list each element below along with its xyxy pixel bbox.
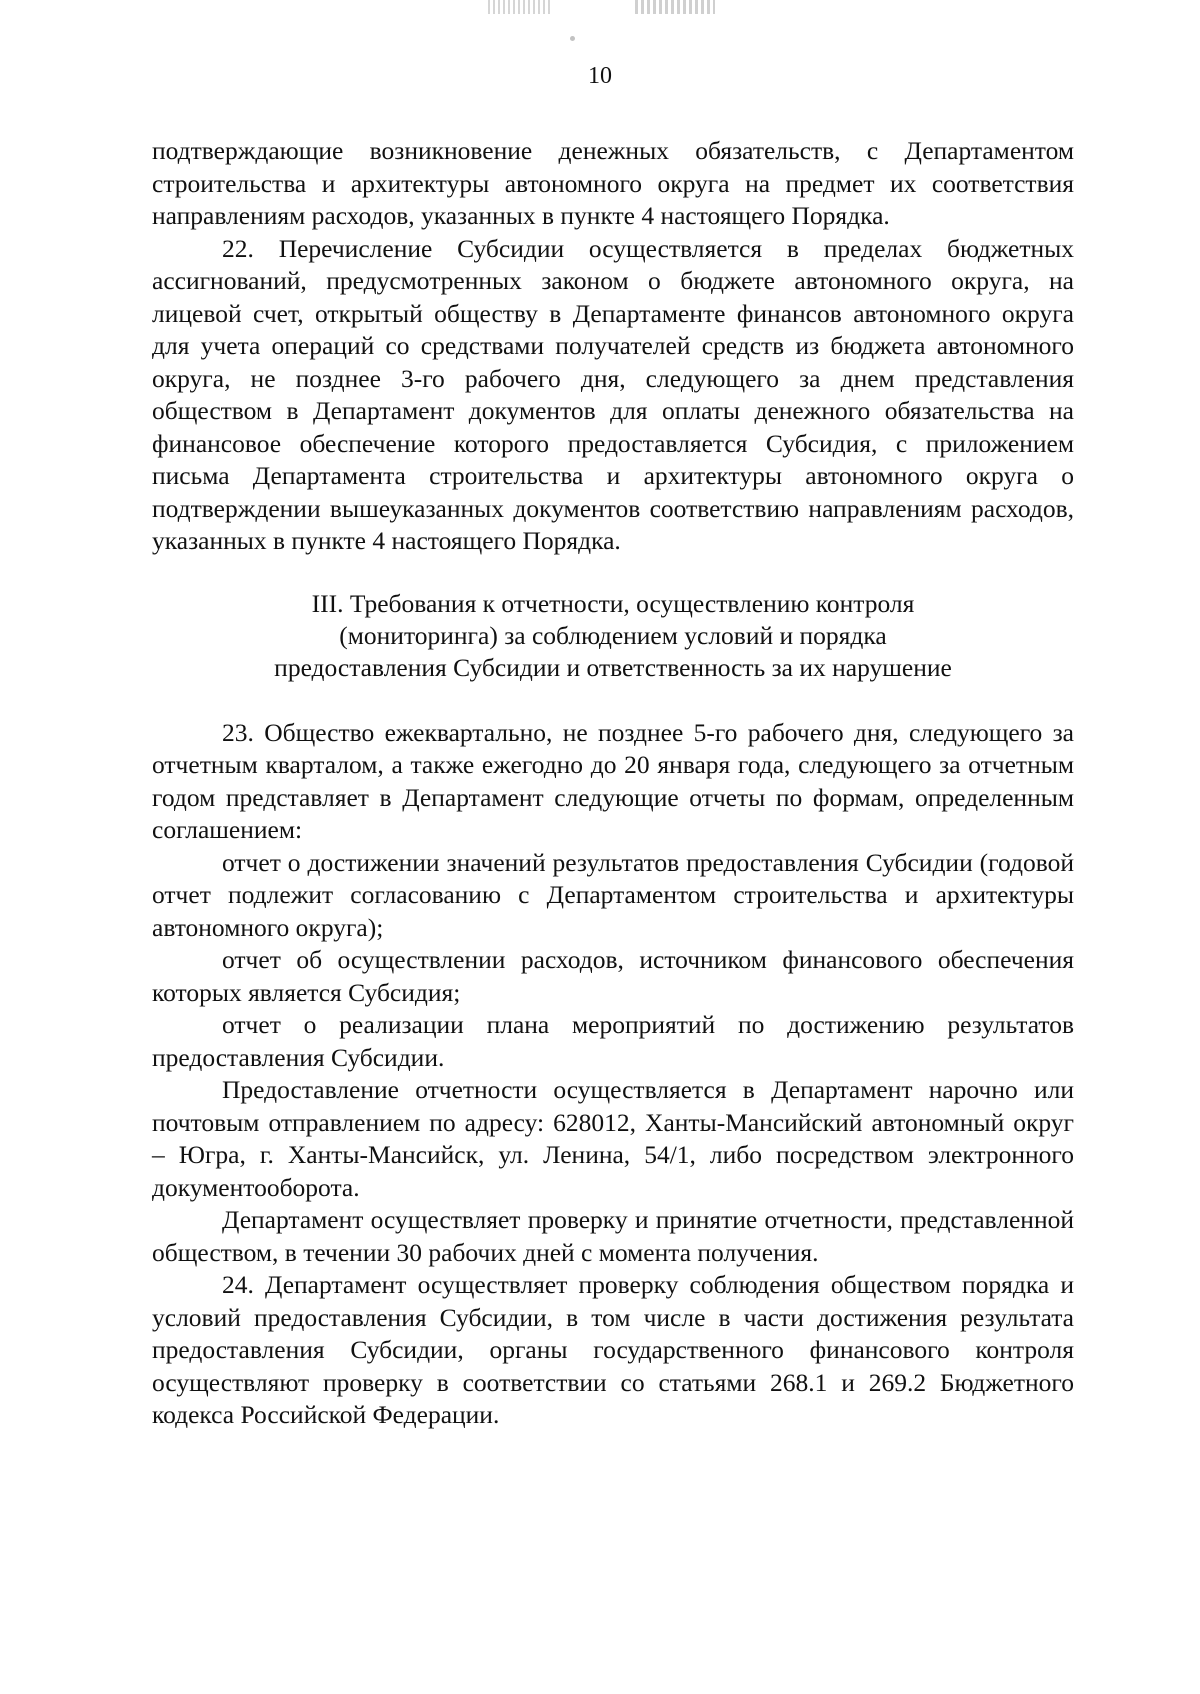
document-body (152, 135, 1074, 1432)
section-heading-line: (мониторинга) за соблюдением условий и порядка (339, 620, 887, 650)
paragraph-24: 24. Департамент осуществляет проверку соблюдения обществом порядка и условий предоставления Субсидии, в том числе в части достижения результата предоставления Субсидии, органы государственного финансового контроля осуществляют проверку в соответствии со статьями 268.1 и 269.2 Бюджетного кодекса Российской Федерации. (152, 1270, 1074, 1429)
section-heading (152, 588, 1074, 684)
section-heading-line: предоставления Субсидии и ответственность за их нарушение (274, 652, 952, 682)
scan-artifact (488, 0, 550, 14)
paragraph-submission: Предоставление отчетности осуществляется в Департамент нарочно или почтовым отправлением по адресу: 628012, Ханты-Мансийский автономный округ – Югра, г. Ханты-Мансийск, ул. Ленина, 54/1, либо посредством электронного документооборота. (152, 1075, 1074, 1202)
paragraph-report-2: отчет об осуществлении расходов, источником финансового обеспечения которых является Субсидия; (152, 945, 1074, 1007)
scan-artifact (570, 36, 575, 41)
paragraph-report-1: отчет о достижении значений результатов предоставления Субсидии (годовой отчет подлежит согласованию с Департаментом строительства и архитектуры автономного округа); (152, 847, 1074, 942)
paragraph-22: 22. Перечисление Субсидии осуществляется в пределах бюджетных ассигнований, предусмотренных законом о бюджете автономного округа, на лицевой счет, открытый обществу в Департаменте финансов автономного округа для учета операций со средствами получателей средств из бюджета автономного округа, не позднее 3-го рабочего дня, следующего за днем представления обществом в Департамент документов для оплаты денежного обязательства на финансовое обеспечение которого предоставляется Субсидия, с приложением письма Департамента строительства и архитектуры автономного округа о подтверждении вышеуказанных документов соответствию направлениям расходов, указанных в пункте 4 настоящего Порядка. (152, 233, 1074, 555)
section-heading-line: III. Требования к отчетности, осуществлению контроля (311, 588, 915, 618)
paragraph-report-3: отчет о реализации плана мероприятий по достижению результатов предоставления Субсидии. (152, 1010, 1074, 1072)
scan-artifact (635, 0, 715, 14)
page-number: 10 (588, 63, 612, 89)
paragraph-review: Департамент осуществляет проверку и принятие отчетности, представленной обществом, в течении 30 рабочих дней с момента получения. (152, 1205, 1074, 1267)
paragraph-continuation: подтверждающие возникновение денежных обязательств, с Департаментом строительства и архитектуры автономного округа на предмет их соответствия направлениям расходов, указанных в пункте 4 настоящего Порядка. (152, 136, 1074, 230)
paragraph-23: 23. Общество ежеквартально, не позднее 5-го рабочего дня, следующего за отчетным кварталом, а также ежегодно до 20 января года, следующего за отчетным годом представляет в Департамент следующие отчеты по формам, определенным соглашением: (152, 717, 1074, 844)
